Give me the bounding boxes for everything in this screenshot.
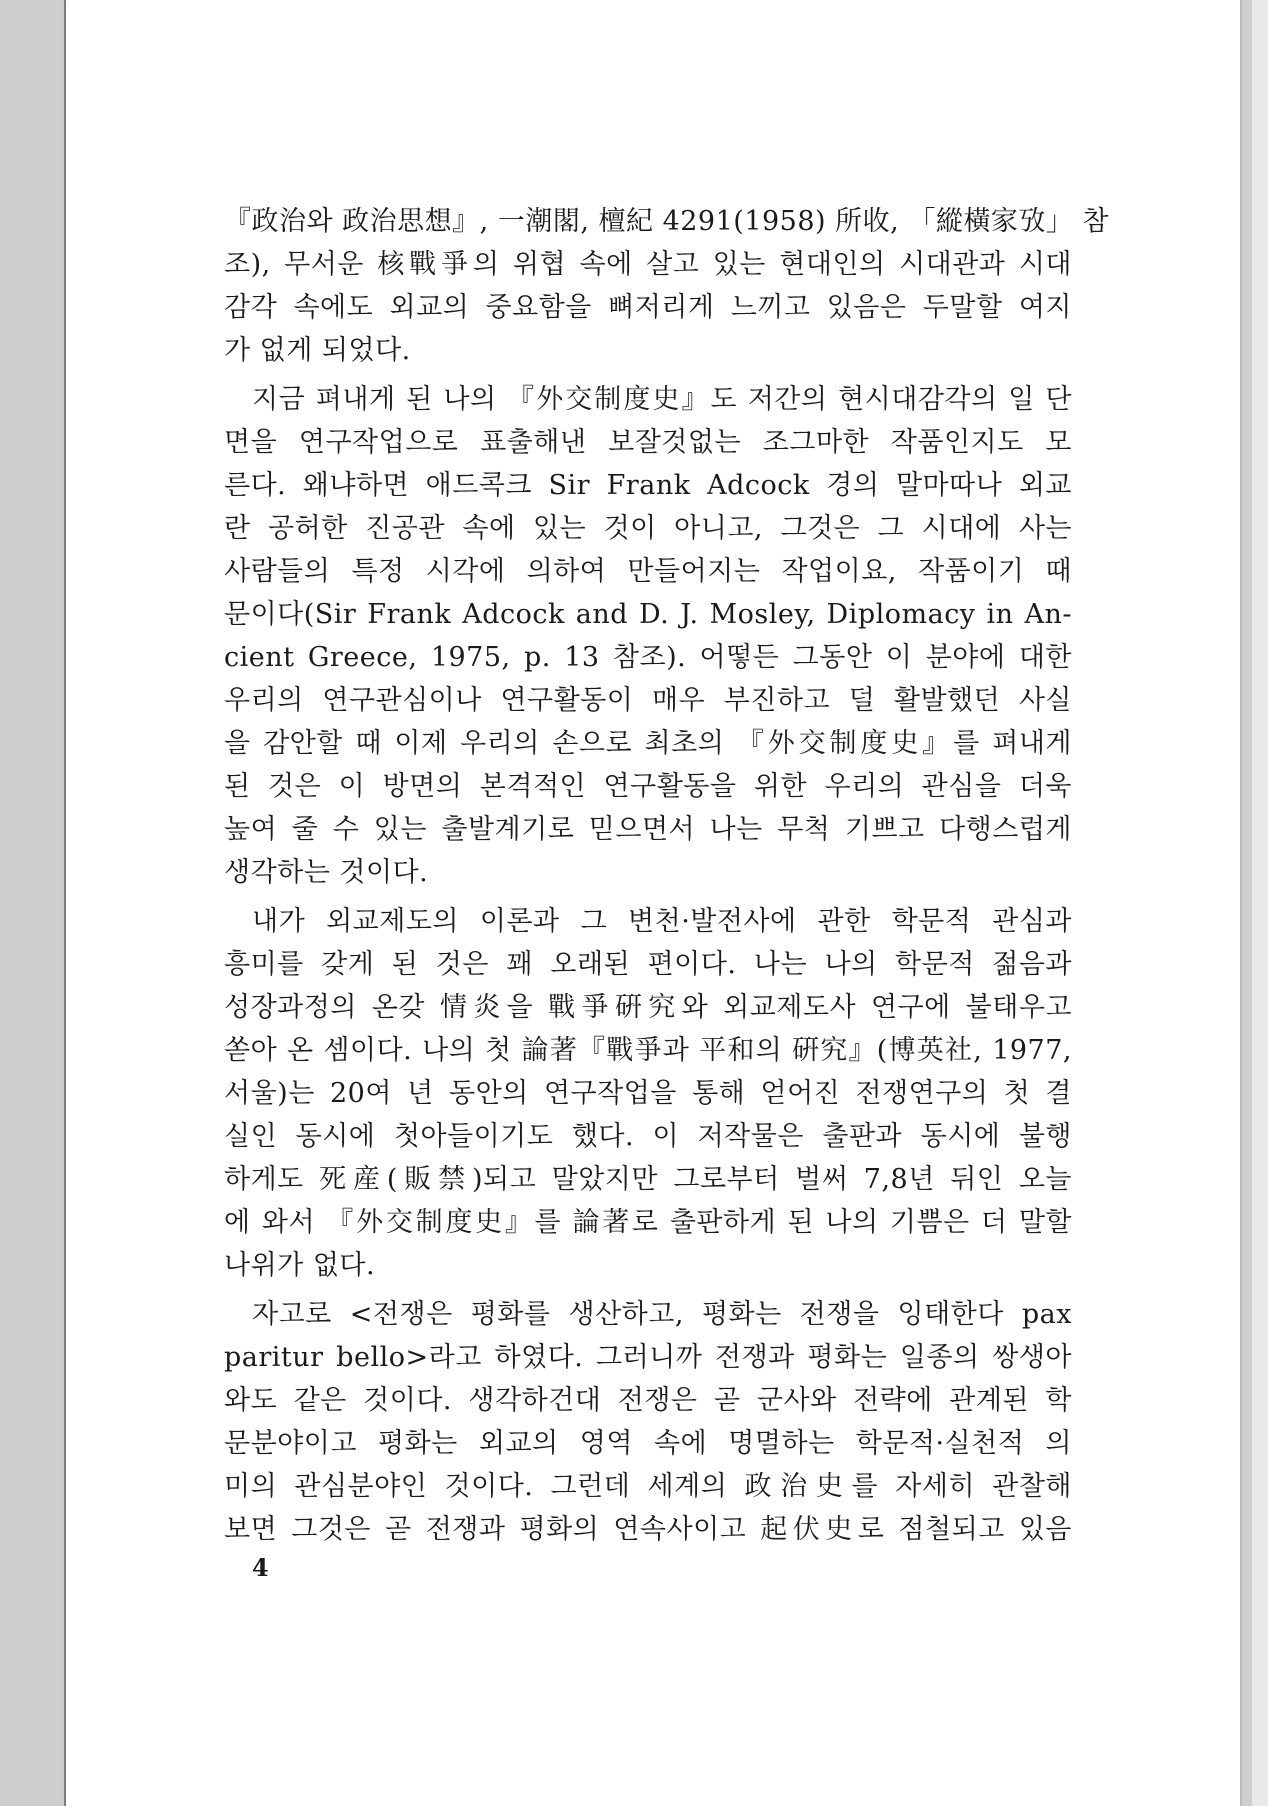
text-line: 가 없게 되었다. [224,335,411,366]
text-line: 른다. 왜냐하면 애드콕크 Sir Frank Adcock 경의 말마따나 외교 [224,470,1072,501]
text-line: 『政治와 政治思想』, 一潮閣, 檀紀 4291(1958) 所收, 「縱橫家攷」 참 [224,206,1109,237]
text-line: 사람들의 특정 시각에 의하여 만들어지는 작업이요, 작품이기 때 [224,556,1072,587]
text-line: 을 감안할 때 이제 우리의 손으로 최초의 『外交制度史』를 펴내게 [224,728,1072,759]
body-text [224,200,1109,1551]
text-line: 미의 관심분야인 것이다. 그런데 세계의 政治史를 자세히 관찰해 [224,1471,1072,1502]
text-line: paritur bello>라고 하였다. 그러니까 전쟁과 평화는 일종의 쌍생아 [224,1342,1072,1373]
text-line: 와도 같은 것이다. 생각하건대 전쟁은 곧 군사와 전략에 관계된 학 [224,1385,1072,1416]
text-line: 흥미를 갖게 된 것은 꽤 오래된 편이다. 나는 나의 학문적 젊음과 [224,949,1072,980]
text-line: 지금 펴내게 된 나의 『外交制度史』도 저간의 현시대감각의 일 단 [252,384,1072,415]
text-line: 면을 연구작업으로 표출해낸 보잘것없는 조그마한 작품인지도 모 [224,427,1072,458]
text-line: 나위가 없다. [224,1250,376,1281]
text-line: 쏟아 온 셈이다. 나의 첫 論著『戰爭과 平和의 硏究』(博英社, 1977, [224,1035,1072,1066]
text-line: 감각 속에도 외교의 중요함을 뼈저리게 느끼고 있음은 두말할 여지 [224,292,1072,323]
text-line: cient Greece, 1975, p. 13 참조). 어떻든 그동안 이 분야에 대한 [224,642,1072,673]
text-line: 높여 줄 수 있는 출발계기로 믿으면서 나는 무척 기쁘고 다행스럽게 [224,814,1072,845]
text-line: 에 와서 『外交制度史』를 論著로 출판하게 된 나의 기쁨은 더 말할 [224,1207,1072,1238]
text-line: 문분야이고 평화는 외교의 영역 속에 명멸하는 학문적·실천적 의 [224,1428,1072,1459]
scrollbar-track[interactable] [1251,0,1268,1806]
text-line: 보면 그것은 곧 전쟁과 평화의 연속사이고 起伏史로 점철되고 있음 [224,1514,1072,1545]
text-line: 실인 동시에 첫아들이기도 했다. 이 저작물은 출판과 동시에 불행 [224,1121,1072,1152]
text-line: 우리의 연구관심이나 연구활동이 매우 부진하고 덜 활발했던 사실 [224,685,1072,716]
text-line: 내가 외교제도의 이론과 그 변천·발전사에 관한 학문적 관심과 [252,906,1072,937]
text-line: 생각하는 것이다. [224,857,429,888]
text-line: 된 것은 이 방면의 본격적인 연구활동을 위한 우리의 관심을 더욱 [224,771,1072,802]
text-line: 하게도 死産(販禁)되고 말았지만 그로부터 벌써 7,8년 뒤인 오늘 [224,1164,1072,1195]
text-line: 서울)는 20여 년 동안의 연구작업을 통해 얻어진 전쟁연구의 첫 결 [224,1078,1072,1109]
text-line: 조), 무서운 核戰爭의 위협 속에 살고 있는 현대인의 시대관과 시대 [224,249,1072,280]
text-line: 란 공허한 진공관 속에 있는 것이 아니고, 그것은 그 시대에 사는 [224,513,1072,544]
text-line: 성장과정의 온갖 情炎을 戰爭硏究와 외교제도사 연구에 불태우고 [224,992,1072,1023]
text-line: 자고로 <전쟁은 평화를 생산하고, 평화는 전쟁을 잉태한다 pax [252,1299,1072,1330]
text-line: 문이다(Sir Frank Adcock and D. J. Mosley, Diplomacy in An- [224,599,1072,630]
page-number: 4 [252,1553,269,1582]
